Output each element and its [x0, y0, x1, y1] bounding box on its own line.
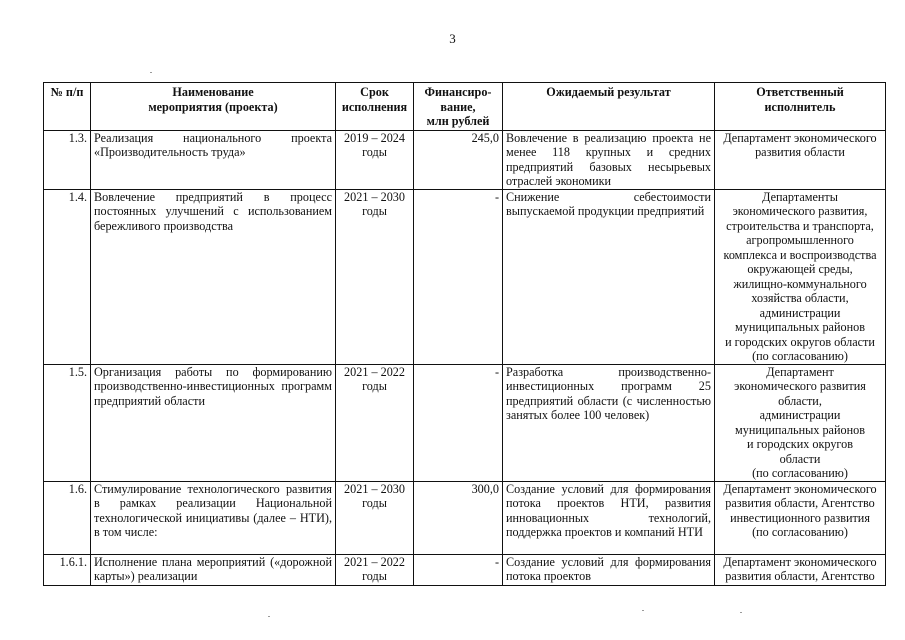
row-financing: - — [414, 189, 503, 364]
row-result: Создание условий для формирования потока проектов — [503, 554, 715, 585]
row-financing: 300,0 — [414, 481, 503, 554]
scan-speck — [740, 612, 742, 613]
row-term: 2021 – 2022 годы — [336, 554, 414, 585]
scan-speck — [268, 616, 270, 617]
row-number: 1.5. — [44, 364, 91, 481]
row-number: 1.6.1. — [44, 554, 91, 585]
row-term: 2021 – 2022 годы — [336, 364, 414, 481]
table-row — [44, 554, 886, 585]
header-name: Наименование мероприятия (проекта) — [91, 83, 336, 131]
scan-speck — [642, 610, 644, 611]
row-responsible: Департамент экономического развития области, Агентство инвестиционного развития (по согласованию) — [715, 481, 886, 554]
row-number: 1.4. — [44, 189, 91, 364]
row-result: Разработка производственно-инвестиционных программ 25 предприятий области (с численностью занятых более 100 человек) — [503, 364, 715, 481]
header-num: № п/п — [44, 83, 91, 131]
row-term: 2019 – 2024 годы — [336, 130, 414, 189]
row-responsible: Департамент экономического развития области, администрации муниципальных районов и городских округов области (по согласованию) — [715, 364, 886, 481]
table-row — [44, 481, 886, 554]
row-number: 1.6. — [44, 481, 91, 554]
header-financing: Финансиро- вание, млн рублей — [414, 83, 503, 131]
header-responsible: Ответственный исполнитель — [715, 83, 886, 131]
header-term: Срок исполнения — [336, 83, 414, 131]
row-name: Реализация национального проекта «Производительность труда» — [91, 130, 336, 189]
row-financing: - — [414, 554, 503, 585]
row-number: 1.3. — [44, 130, 91, 189]
row-result: Вовлечение в реализацию проекта не менее 118 крупных и средних предприятий базовых несырьевых отраслей экономики — [503, 130, 715, 189]
table-row — [44, 130, 886, 189]
row-responsible: Департаменты экономического развития, строительства и транспорта, агропромышленного комплекса и воспроизводства окружающей среды, жилищно-коммунального хозяйства области, администрации муниципальных районов и городских округов области (по согласованию) — [715, 189, 886, 364]
row-responsible: Департамент экономического развития области — [715, 130, 886, 189]
table-row — [44, 189, 886, 364]
row-term: 2021 – 2030 годы — [336, 189, 414, 364]
action-plan-table — [43, 82, 886, 586]
row-financing: 245,0 — [414, 130, 503, 189]
scan-speck — [150, 72, 152, 73]
row-term: 2021 – 2030 годы — [336, 481, 414, 554]
row-name: Вовлечение предприятий в процесс постоянных улучшений с использованием бережливого производства — [91, 189, 336, 364]
row-result: Снижение себестоимости выпускаемой продукции предприятий — [503, 189, 715, 364]
row-name: Исполнение плана мероприятий («дорожной карты») реализации — [91, 554, 336, 585]
header-result: Ожидаемый результат — [503, 83, 715, 131]
table-row — [44, 364, 886, 481]
row-name: Организация работы по формированию производственно-инвестиционных программ предприятий области — [91, 364, 336, 481]
row-responsible: Департамент экономического развития области, Агентство — [715, 554, 886, 585]
row-result: Создание условий для формирования потока проектов НТИ, развития инновационных технологий, поддержка проектов и компаний НТИ — [503, 481, 715, 554]
page-number: 3 — [449, 31, 456, 46]
table-header-row — [44, 83, 886, 131]
row-name: Стимулирование технологического развития в рамках реализации Национальной технологической инициативы (далее – НТИ), в том числе: — [91, 481, 336, 554]
row-financing: - — [414, 364, 503, 481]
